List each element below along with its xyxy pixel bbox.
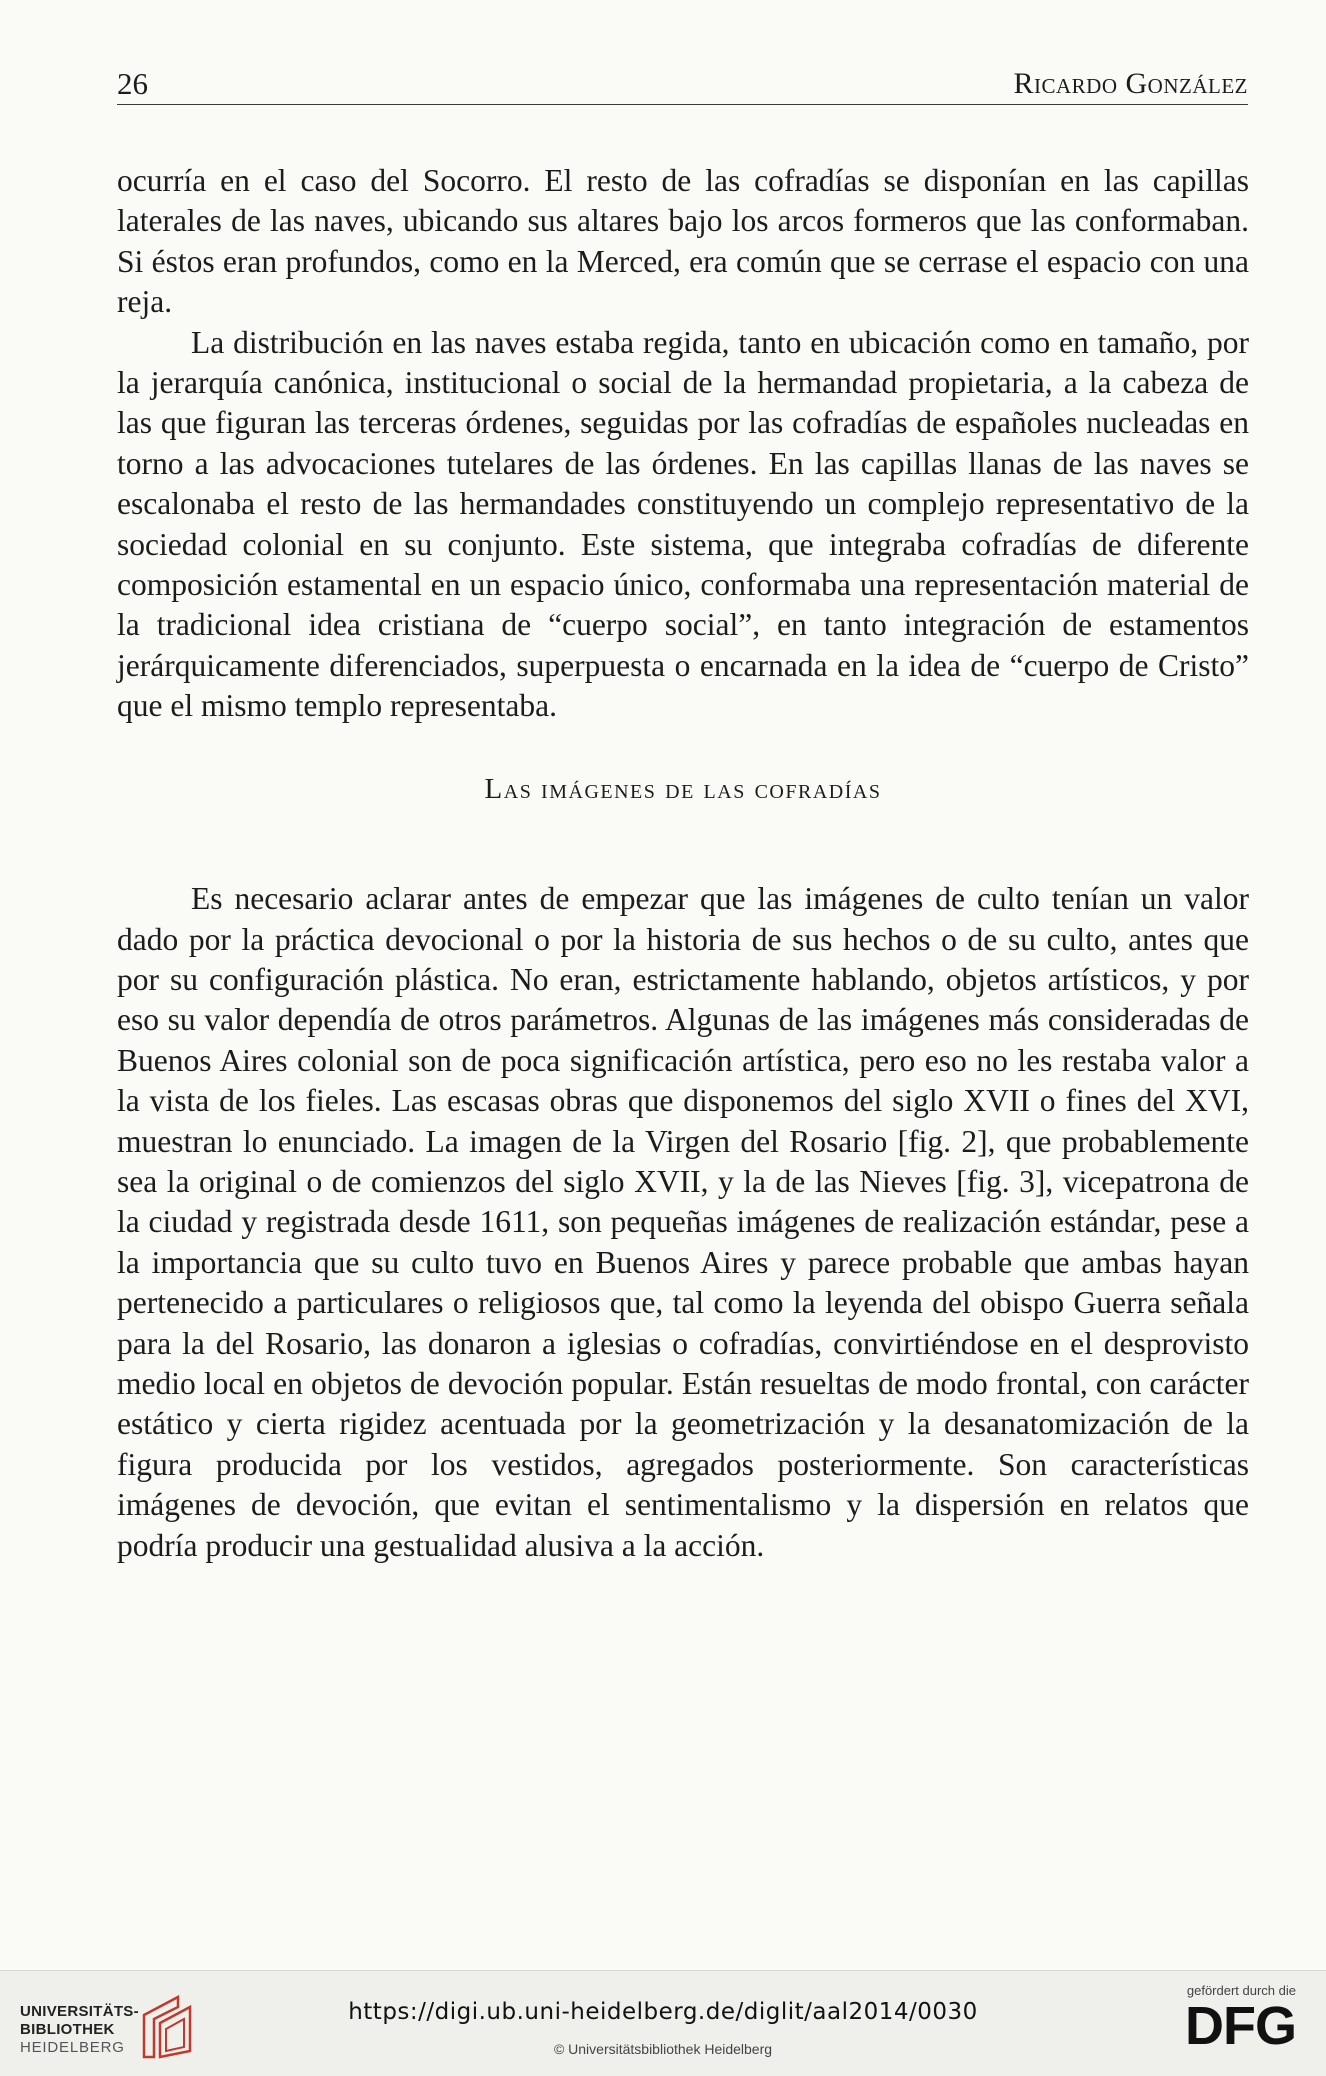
dfg-logo-icon: DFG: [1185, 1996, 1296, 2056]
body-text: [117, 161, 1249, 1566]
funder-caption: gefördert durch die: [1186, 1983, 1296, 1998]
permalink-url[interactable]: https://digi.ub.uni-heidelberg.de/diglit/aal2014/0030: [348, 1999, 978, 2025]
library-name-line1: UNIVERSITÄTS-: [20, 2003, 139, 2020]
paragraph-continuation: ocurría en el caso del Socorro. El resto de las cofradías se disponían en las capillas laterales de las naves, ubicando sus altares bajo los arcos formeros que las conformaban. Si éstos eran profundos, como en la Merced, era común que se cerrase el espacio con una reja.: [117, 163, 1249, 320]
paragraph-images: Es necesario aclarar antes de empezar que las imágenes de culto tenían un valor dado por la práctica devocional o por la historia de sus hechos o de su culto, antes que por su configuración plástica. No eran, estrictamente hablando, objetos artísticos, y por eso su valor dependía de otros parámetros. Algunas de las imágenes más consideradas de Buenos Aires colonial son de poca significación artística, pero eso no les restaba valor a la vista de los fieles. Las escasas obras que disponemos del siglo XVII o fines del XVI, muestran lo enunciado. La imagen de la Virgen del Rosario [fig. 2], que probablemente sea la original o de comienzos del siglo XVII, y la de las Nieves [fig. 3], vicepatrona de la ciudad y registrada desde 1611, son pequeñas imágenes de realización estándar, pese a la importancia que su culto tuvo en Buenos Aires y parece probable que ambas hayan pertenecido a particulares o religiosos que, tal como la leyenda del obispo Guerra señala para la del Rosario, las donaron a iglesias o cofradías, convirtiéndose en el desprovisto medio local en objetos de devoción popular. Están resueltas de modo frontal, con carácter estático y cierta rigidez acentuada por la geometrización y la desanatomización de la figura producida por los vestidos, agregados posteriormente. Son características imágenes de devoción, que evitan el sentimentalismo y la dispersión en relatos que podría producir una gestualidad alusiva a la acción.: [117, 881, 1249, 1563]
footer-bar: [0, 1970, 1326, 2076]
running-head: [117, 64, 1248, 105]
section-heading: Las imágenes de las cofradías: [484, 772, 882, 805]
funder-logo[interactable]: [1166, 1983, 1296, 2063]
paragraph-distribution: La distribución en las naves estaba regida, tanto en ubicación como en tamaño, por la jerarquía canónica, institucional o social de la hermandad propietaria, a la cabeza de las que figuran las terceras órdenes, seguidas por las cofradías de españoles nucleadas en torno a las advocaciones tutelares de las órdenes. En las capillas llanas de las naves se escalonaba el resto de las hermandades constituyendo un complejo representativo de la sociedad colonial en su conjunto. Este sistema, que integraba cofradías de diferente composición estamental en un espacio único, conformaba una representación material de la tradicional idea cristiana de “cuerpo social”, en tanto integración de estamentos jerárquicamente diferenciados, superpuesta o encarnada en la idea de “cuerpo de Cristo” que el mismo templo representaba.: [117, 324, 1249, 724]
copyright-notice: © Universitätsbibliothek Heidelberg: [553, 2041, 773, 2057]
page-number: 26: [117, 66, 148, 101]
library-name-line3: HEIDELBERG: [20, 2039, 125, 2056]
running-head-author: Ricardo González: [1013, 67, 1248, 100]
library-name-line2: BIBLIOTHEK: [20, 2021, 115, 2038]
